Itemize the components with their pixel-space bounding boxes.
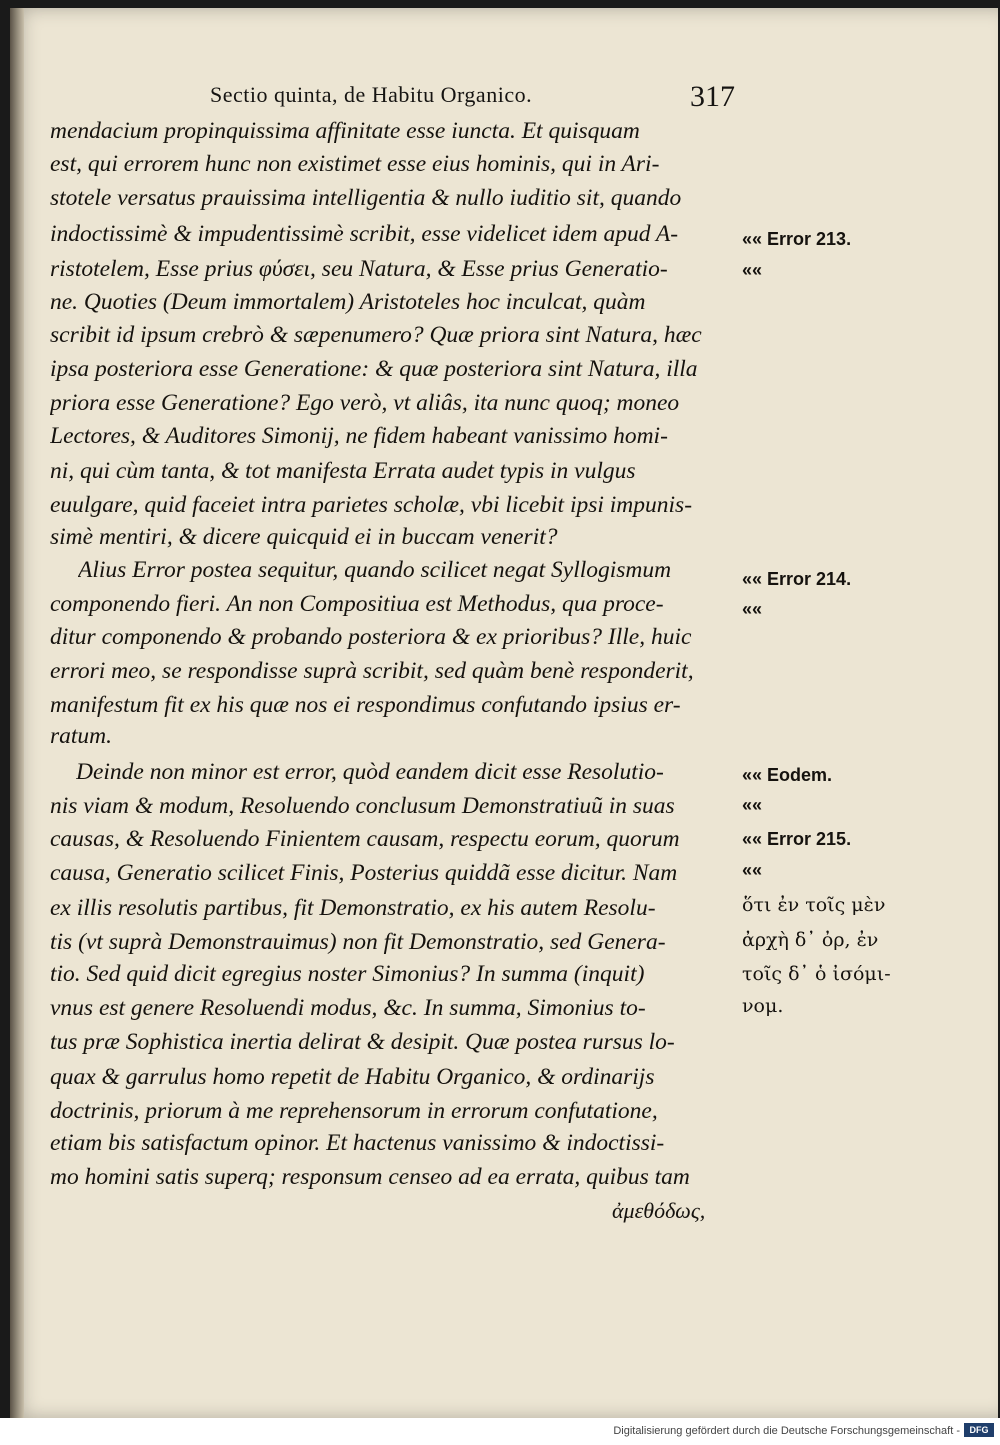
margin-note: «« Error 214. (742, 569, 852, 589)
text-line: componendo fieri. An non Compositiua est Methodus, qua proce- (50, 591, 664, 617)
text-line: Deinde non minor est error, quòd eandem dicit esse Resolutio- (76, 759, 664, 785)
text-line: tus præ Sophistica inertia delirat & desipit. Quæ postea rursus lo- (50, 1029, 675, 1055)
page-number: 317 (690, 80, 735, 113)
text-line: tis (vt suprà Demonstrauimus) non fit Demonstratio, sed Genera- (50, 929, 666, 955)
text-line: stotele versatus prauissima intelligentia & nullo iuditio sit, quando (50, 185, 682, 211)
text-line: ipsa posteriora esse Generatione: & quæ posteriora sint Natura, illa (50, 356, 698, 382)
catchword: ἀμεθόδως, (612, 1198, 706, 1223)
text-line: nis viam & modum, Resoluendo conclusum Demonstratiuũ in suas (50, 793, 675, 819)
text-line: ristotelem, Esse prius φύσει, seu Natura, & Esse prius Generatio- (50, 256, 668, 282)
text-line: quax & garrulus homo repetit de Habitu Organico, & ordinarijs (50, 1064, 655, 1090)
text-line: priora esse Generatione? Ego verò, vt aliâs, ita nunc quoq; moneo (50, 390, 680, 416)
text-line: causa, Generatio scilicet Finis, Posterius quiddã esse dicitur. Nam (50, 860, 678, 886)
text-line: ex illis resolutis partibus, fit Demonstratio, ex his autem Resolu- (50, 895, 656, 921)
margin-note: «« (742, 260, 763, 280)
margin-note: «« Error 213. (742, 229, 852, 249)
text-line: simè mentiri, & dicere quicquid ei in buccam venerit? (50, 524, 558, 550)
page-gutter (10, 8, 24, 1418)
margin-note: «« (742, 795, 763, 815)
text-line: vnus est genere Resoluendi modus, &c. In summa, Simonius to- (50, 995, 646, 1021)
dfg-logo: DFG (964, 1423, 994, 1437)
text-line: ni, qui cùm tanta, & tot manifesta Errata audet typis in vulgus (50, 458, 636, 484)
text-line: ditur componendo & probando posteriora & ex prioribus? Ille, huic (50, 624, 692, 650)
text-line: indoctissimè & impudentissimè scribit, esse videlicet idem apud A- (50, 221, 679, 247)
text-line: scribit id ipsum crebrò & sæpenumero? Quæ priora sint Natura, hæc (50, 322, 702, 348)
text-line: mo homini satis superq; responsum censeo ad ea errata, quibus tam (50, 1164, 690, 1190)
margin-note: «« Error 215. (742, 829, 852, 849)
margin-note-greek: ὅτι ἐν τοῖς μὲν (742, 894, 886, 916)
text-line: etiam bis satisfactum opinor. Et hactenus vanissimo & indoctissi- (50, 1130, 665, 1156)
text-line: errori meo, se respondisse suprà scribit, sed quàm benè responderit, (50, 658, 694, 684)
text-line: ne. Quoties (Deum immortalem) Aristoteles hoc inculcat, quàm (50, 289, 646, 315)
text-line: manifestum fit ex his quæ nos ei respondimus confutando ipsius er- (50, 692, 681, 718)
text-line: euulgare, quid faceiet intra parietes scholæ, vbi licebit ipsi impunis- (50, 492, 693, 518)
text-line: est, qui errorem hunc non existimet esse eius hominis, qui in Ari- (50, 151, 660, 177)
margin-note: «« (742, 599, 763, 619)
margin-note-greek: νομ. (742, 995, 784, 1017)
margin-note-greek: τοῖς δ᾽ ὁ ἰσόμι- (742, 963, 891, 985)
text-line: mendacium propinquissima affinitate esse iuncta. Et quisquam (50, 118, 640, 144)
text-line: Lectores, & Auditores Simonij, ne fidem habeant vanissimo homi- (50, 423, 668, 449)
text-line: tio. Sed quid dicit egregius noster Simonius? In summa (inquit) (50, 961, 645, 987)
margin-note: «« (742, 860, 763, 880)
text-line: doctrinis, priorum à me reprehensorum in errorum confutatione, (50, 1098, 658, 1124)
text-line: ratum. (50, 723, 113, 749)
margin-note-greek: ἀρχὴ δ᾽ ὀρ, ἐν (742, 929, 879, 951)
text-line: causas, & Resoluendo Finientem causam, respectu eorum, quorum (50, 826, 680, 852)
margin-note: «« Eodem. (742, 765, 833, 785)
running-head: Sectio quinta, de Habitu Organico. (210, 82, 533, 107)
footer-credit: Digitalisierung gefördert durch die Deutsche Forschungsgemeinschaft - (613, 1425, 960, 1437)
text-line: Alius Error postea sequitur, quando scilicet negat Syllogismum (78, 557, 672, 583)
